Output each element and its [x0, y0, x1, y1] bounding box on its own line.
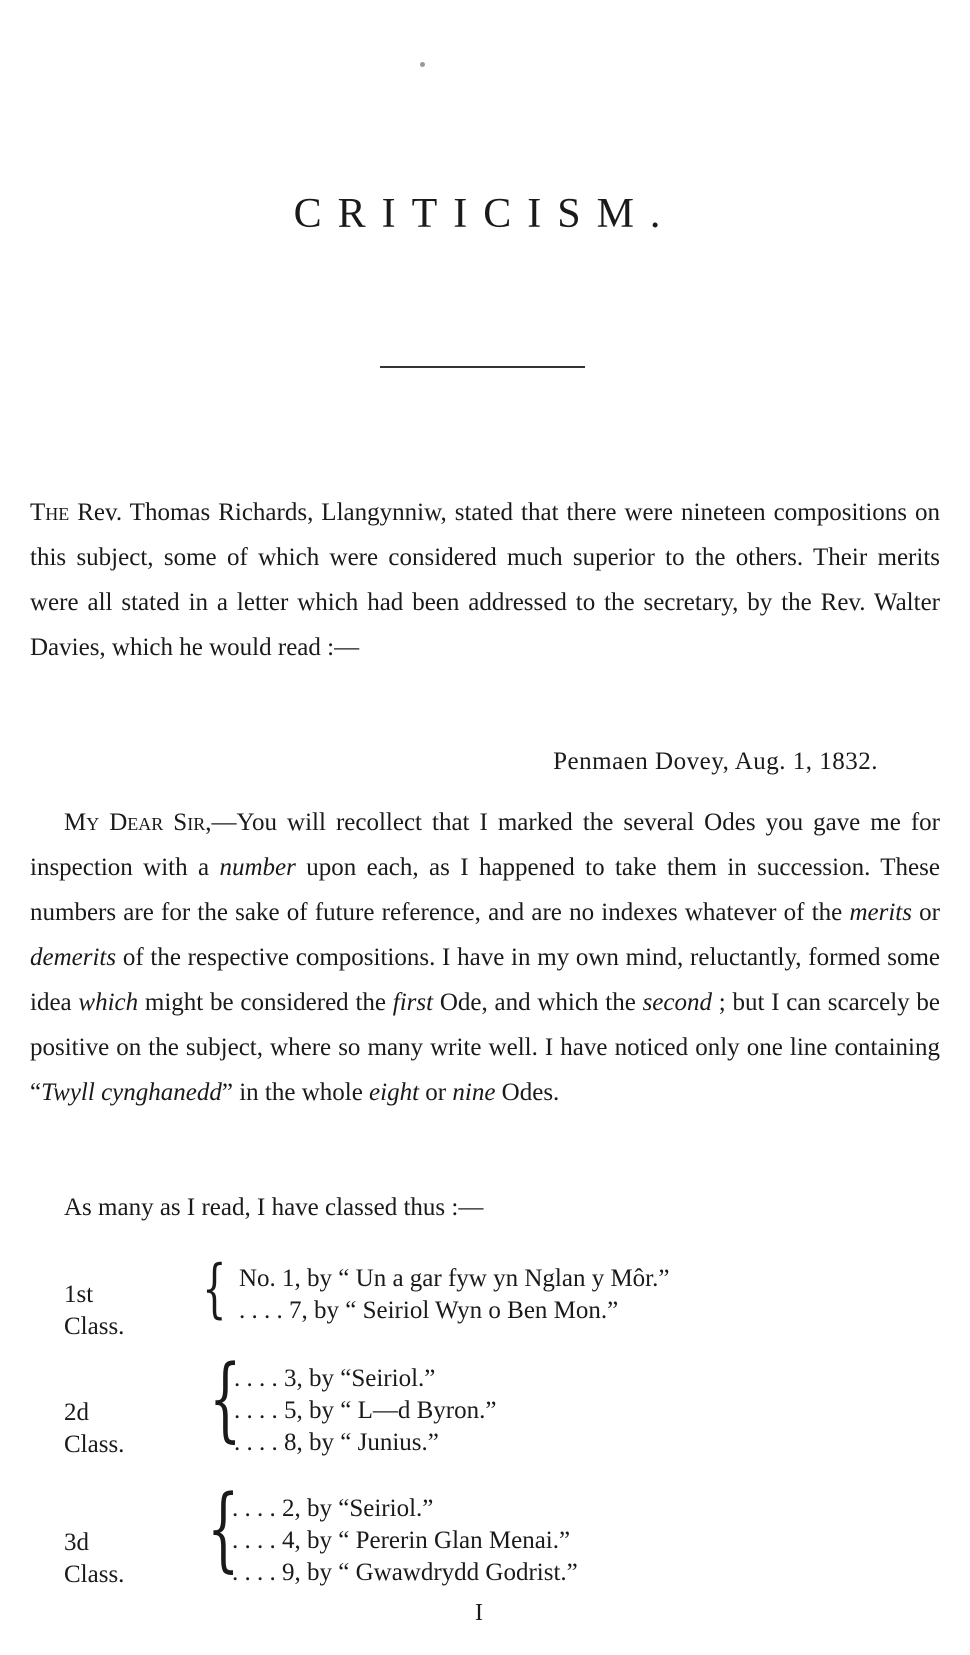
class-entry: No. 1, by “ Un a gar fyw yn Nglan y Môr.”	[239, 1265, 670, 1292]
italic-word: Twyll cynghanedd	[41, 1079, 222, 1106]
letter-paragraph	[30, 800, 940, 1115]
ink-speck	[420, 62, 425, 67]
brace-icon: {	[202, 1252, 227, 1326]
letter-text: ” in the whole	[221, 1079, 370, 1106]
letter-text: ; but I can scarcely be positive on the subject, where so many write well. I have noticed only one line containing “	[30, 989, 941, 1106]
letter-text: or	[419, 1079, 453, 1106]
letter-text: Odes.	[495, 1079, 560, 1106]
class-entry: . . . . 9, by “ Gwawdrydd Godrist.”	[232, 1559, 578, 1586]
brace-icon: {	[207, 1475, 240, 1582]
class-label: 2d Class.	[64, 1399, 125, 1458]
italic-word: number	[219, 854, 296, 881]
class-entry: . . . . 3, by “Seiriol.”	[234, 1365, 436, 1392]
class-entry: . . . . 5, by “ L—d Byron.”	[234, 1397, 497, 1424]
letter-text: might be considered the	[138, 989, 393, 1016]
italic-word: merits	[849, 899, 912, 926]
brace-icon: {	[209, 1345, 242, 1452]
letter-text: Ode, and which the	[433, 989, 643, 1016]
letter-text: —You will recollect that I marked the several Odes you gave me for inspection with a	[30, 809, 940, 881]
intro-text: Rev. Thomas Richards, Llangynniw, stated that there were nineteen compositions on this subject, some of which were considered much superior to the others. Their merits were all stated in a letter which had been addressed to the secretary, by the Rev. Walter Davies, which he would read :—	[30, 499, 940, 661]
intro-lead-word: The	[30, 499, 70, 526]
page-title: CRITICISM.	[293, 191, 677, 237]
italic-word: nine	[452, 1079, 496, 1106]
letter-text: or	[911, 899, 940, 926]
title-rule	[380, 366, 585, 368]
letter-text: upon each, as I happened to take them in succession. These numbers are for the sake of future reference, and are no indexes whatever of the	[30, 854, 940, 926]
class-label: 3d Class.	[64, 1529, 125, 1588]
class-entries	[232, 1493, 578, 1589]
letter-text: of the respective compositions. I have in my own mind, reluctantly, formed some idea	[30, 944, 940, 1016]
italic-word: which	[78, 989, 139, 1016]
class-entry: . . . . 2, by “Seiriol.”	[232, 1495, 434, 1522]
class-entry: . . . . 7, by “ Seiriol Wyn o Ben Mon.”	[239, 1297, 619, 1324]
class-label: 1st Class.	[64, 1281, 125, 1340]
class-entry: . . . . 4, by “ Pererin Glan Menai.”	[232, 1527, 571, 1554]
letter-salutation: My Dear Sir,	[64, 809, 212, 836]
signature-mark: I	[475, 1600, 483, 1626]
class-entries	[239, 1263, 669, 1327]
italic-word: eight	[369, 1079, 420, 1106]
letter-place-date: Penmaen Dovey, Aug. 1, 1832.	[553, 748, 878, 775]
classed-intro: As many as I read, I have classed thus :—	[64, 1194, 484, 1221]
italic-word: first	[392, 989, 434, 1016]
class-entries	[234, 1363, 496, 1459]
italic-word: demerits	[30, 944, 117, 971]
italic-word: second	[642, 989, 712, 1016]
class-entry: . . . . 8, by “ Junius.”	[234, 1429, 439, 1456]
intro-paragraph	[30, 490, 940, 670]
